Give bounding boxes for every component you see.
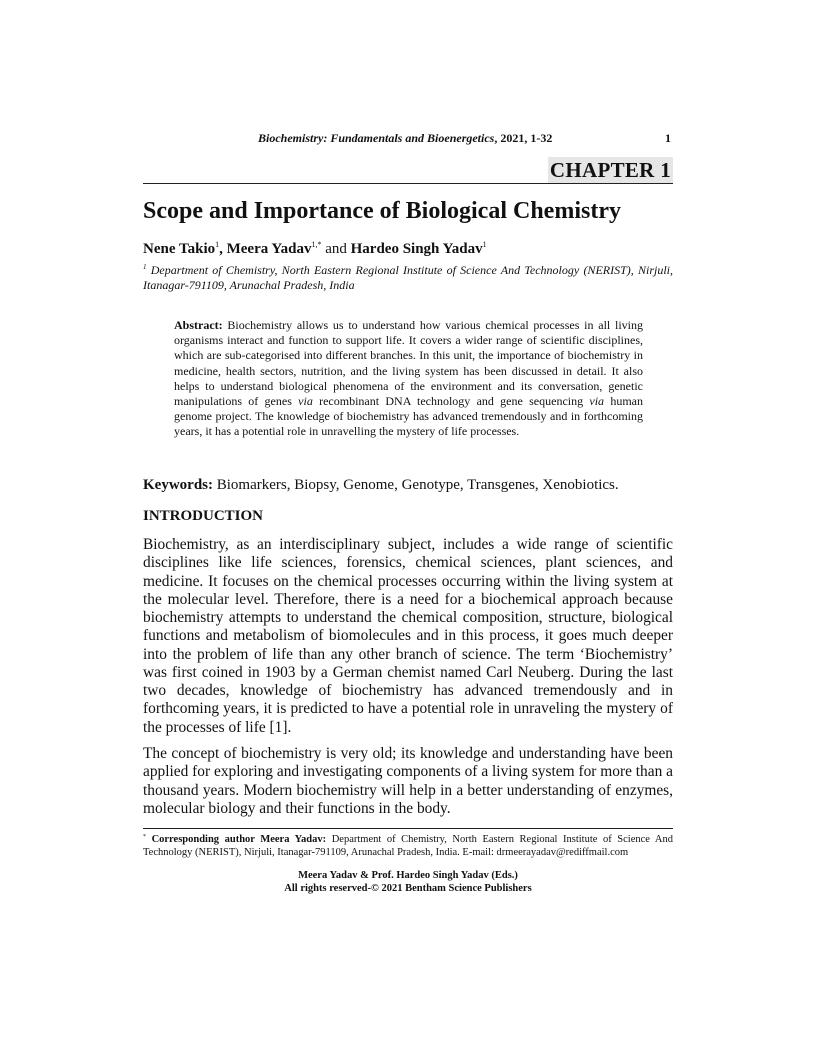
author-list [143,236,487,258]
keywords-label: Keywords: [143,477,213,493]
keywords [143,476,673,495]
author-name: Hardeo Singh Yadav [350,241,483,257]
author-conjunction: and [321,241,351,257]
author-affiliation-mark: 1 [215,240,220,249]
footnote-text: Department of Chemistry, North Eastern Regional Institute of Science And Technology (NERIST), Nirjuli, Itanagar-791109, Arunachal Pradesh, India. E-mail: drmeerayadav@rediffmail.com [143,834,674,858]
footer-editors: Meera Yadav & Prof. Hardeo Singh Yadav (Eds.) [298,870,518,881]
section-heading-introduction: INTRODUCTION [143,508,264,524]
body-paragraph: The concept of biochemistry is very old; its knowledge and understanding have been applied for exploring and investigating components of a living system for more than a thousand years. Modern biochemistry will help in a better understanding of enzymes, molecular biology and their functions in the body. [143,745,673,817]
running-head-citation [258,131,552,146]
abstract-label: Abstract: [174,318,223,332]
abstract [174,318,643,440]
footer-rights: All rights reserved-© 2021 Bentham Science Publishers [284,883,532,894]
keywords-text: Biomarkers, Biopsy, Genome, Genotype, Transgenes, Xenobiotics. [213,477,619,493]
author-name: Nene Takio [143,241,216,257]
footnote-label: Corresponding author Meera Yadav: [146,834,327,845]
book-title: Biochemistry: Fundamentals and Bioenergetics [258,131,495,145]
abstract-emphasis: via [298,394,313,409]
abstract-text: human genome project. The knowledge of biochemistry has advanced tremendously and in forthcoming years, it has a potential role in unravelling the mystery of life processes. [174,394,644,439]
affiliation [143,260,673,293]
body-paragraph: Biochemistry, as an interdisciplinary subject, includes a wide range of scientific disciplines like life sciences, forensics, chemical sciences, plant sciences, and medicine. It focuses on the chemical processes occurring within the living system at the molecular level. Therefore, there is a need for a biochemical approach because biochemistry attempts to understand the chemical composition, structure, biological functions and metabolism of biomolecules and in this process, it goes much deeper into the problem of life than any other branch of science. The term ‘Biochemistry’ was first coined in 1903 by a German chemist named Carl Neuberg. During the last two decades, knowledge of biochemistry has advanced tremendously and in forthcoming years, it is predicted to have a potential role in unraveling the mystery of the processes of life [1]. [143,536,673,736]
abstract-text: Biochemistry allows us to understand how various chemical processes in all living organisms interact and function to support life. It covers a wider range of scientific disciplines, which are sub-categorised into different branches. In this unit, the importance of biochemistry in medicine, health sectors, nutrition, and the living system has been discussed in detail. It also helps to understand biological phenomena of the environment and its conversation, genetic manipulations of genes [174,318,643,409]
affiliation-mark: 1 [143,263,147,271]
abstract-text: recombinant DNA technology and gene sequencing [312,394,590,409]
footnote-mark: * [143,834,146,840]
affiliation-text: Department of Chemistry, North Eastern Regional Institute of Science And Technology (NERIST), Nirjuli, Itanagar-791109, Arunachal Pradesh, India [143,263,673,292]
page-footer [143,869,673,895]
footnote-divider [143,828,673,829]
chapter-label: CHAPTER 1 [549,158,671,182]
footnote [143,831,673,859]
abstract-emphasis: via [589,394,605,409]
chapter-divider [143,183,673,184]
author-separator: , [219,241,227,257]
author-affiliation-mark: 1 [482,240,487,249]
author-affiliation-mark: 1,* [311,240,322,249]
year-pages: , 2021, 1-32 [494,131,553,145]
page-number: 1 [665,131,671,145]
chapter-title: Scope and Importance of Biological Chemistry [143,198,621,224]
author-name: Meera Yadav [226,241,312,257]
